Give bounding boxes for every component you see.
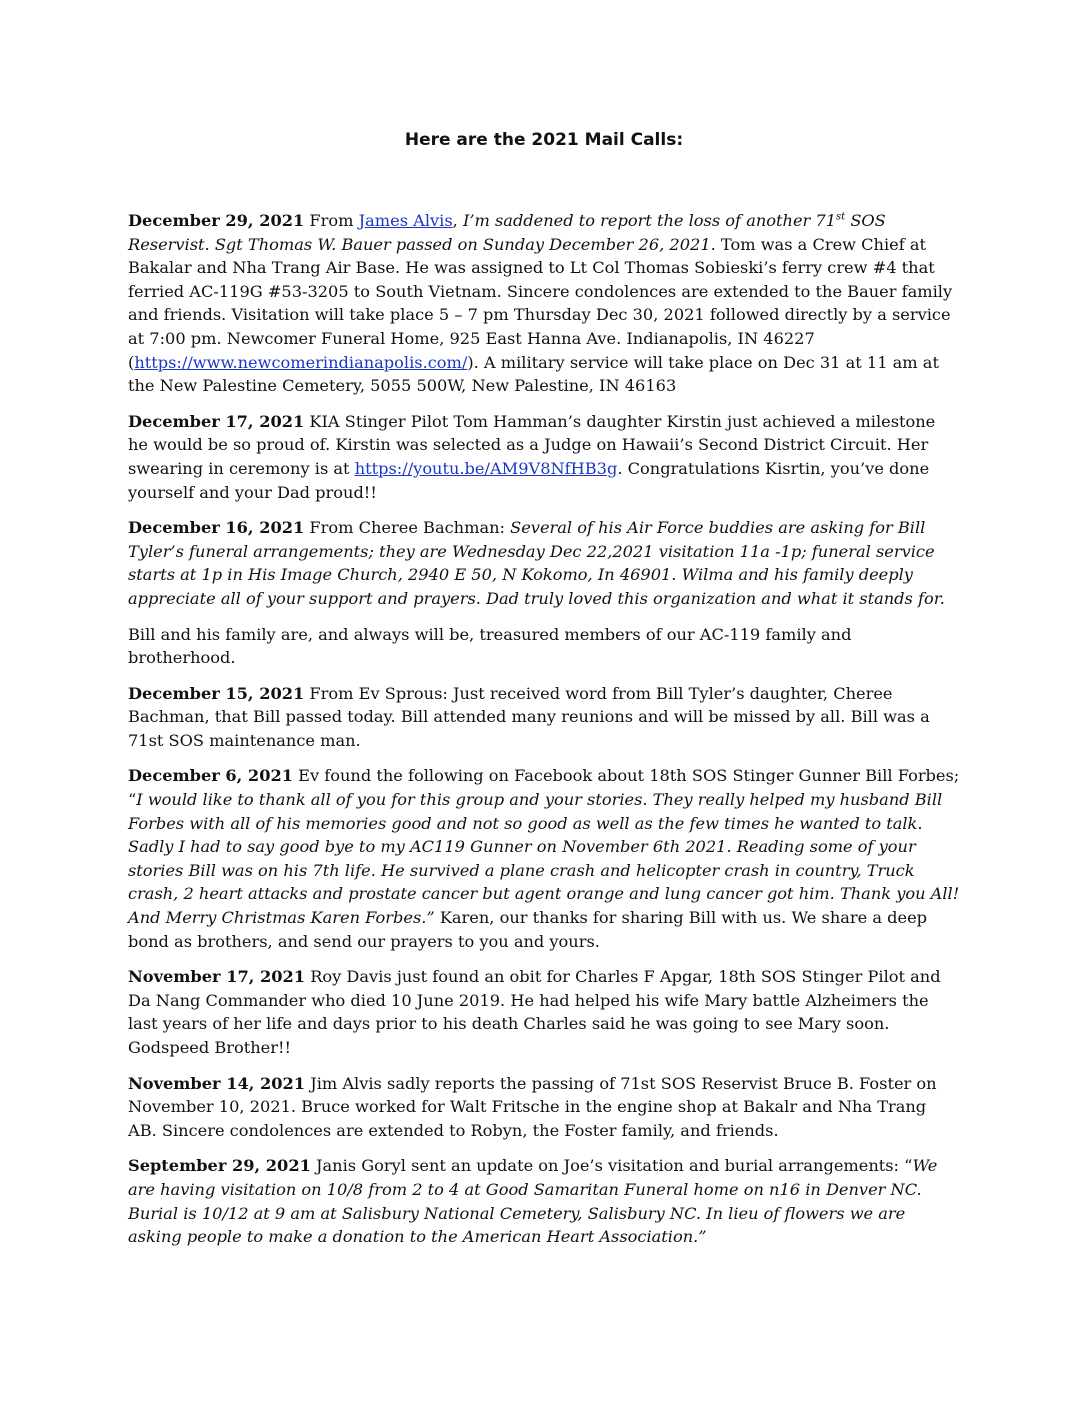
entry-text: Janis Goryl sent an update on Joe’s visitation and burial arrangements: “ (310, 1156, 913, 1176)
entry-text: From (304, 211, 359, 230)
entry-date: December 16, 2021 (128, 518, 305, 538)
entry-date: December 15, 2021 (128, 683, 305, 703)
entry-dec-15 (128, 682, 960, 753)
entry-text: . Congratulations Kisrtin, you’ve done yourself and your Dad proud!! (128, 458, 930, 502)
entry-date: September 29, 2021 (128, 1156, 311, 1176)
entry-text: Tom was a Crew Chief at Bakalar and Nha Trang Air Base. He was assigned to Lt Col Thomas Sobieski’s ferry crew #4 that ferried AC-119G #53-3205 to South Vietnam. Sincere condolences are extended to the Bauer family and friends. Visitation will take place 5 – 7 pm Thursday Dec 30, 2021 followed directly by a service at 7:00 pm. Newcomer Funeral Home, 925 East Hanna Ave. Indianapolis, IN 46227 ( (128, 234, 953, 372)
entry-dec-29 (128, 209, 960, 398)
ordinal-suffix: st (836, 211, 846, 223)
entry-sep-29 (128, 1154, 960, 1248)
entry-nov-17 (128, 965, 960, 1059)
entry-text: Karen, our thanks for sharing Bill with us. We share a deep bond as brothers, and send our prayers to you and yours. (128, 908, 928, 951)
entry-text: Ev found the following on Facebook about 18th SOS Stinger Gunner Bill Forbes; “ (128, 766, 960, 810)
mail-calls-list (128, 209, 960, 1261)
entry-date: November 17, 2021 (128, 967, 306, 987)
entry-text: From Ev Sprous: Just received word from Bill Tyler’s daughter, Cheree Bachman, that Bill passed today. Bill attended many reunions and will be missed by all. Bill was a 71st SOS maintenance man. (128, 683, 930, 750)
entry-text: KIA Stinger Pilot Tom Hamman’s daughter Kirstin just achieved a milestone he would be so proud of. Kirstin was selected as a Judge on Hawaii’s Second District Circuit. Her swearing in ceremony is at (128, 411, 936, 478)
entry-date: December 17, 2021 (128, 411, 305, 431)
entry-text: , (452, 211, 463, 230)
entry-quote: I would like to thank all of you for this group and your stories. They really helped my husband Bill Forbes with all of his memories good and not so good as well as the few times he wanted to talk. Sadly I had to say good bye to my AC119 Gunner on November 6th 2021. Reading some of your stories Bill was on his 7th life. He survived a plane crash and helicopter crash in country, Truck crash, 2 heart attacks and prostate cancer but agent orange and lung cancer got him. Thank you All! And Merry Christmas Karen Forbes.” (128, 790, 960, 928)
entry-date: December 6, 2021 (128, 766, 293, 786)
entry-dec-16 (128, 516, 960, 610)
entry-text: ). A military service will take place on Dec 31 at 11 am at the New Palestine Cemetery, 5055 500W, New Palestine, IN 46163 (128, 352, 939, 396)
newcomer-funeral-link[interactable]: https://www.newcomerindianapolis.com/ (134, 352, 468, 372)
entry-quote: We are having visitation on 10/8 from 2 to 4 at Good Samaritan Funeral home on n16 in Denver NC. Burial is 10/12 at 9 am at Salisbury National Cemetery, Salisbury NC. In lieu of flowers we are asking people to make a donation to the American Heart Association.” (128, 1156, 938, 1247)
entry-nov-14 (128, 1072, 960, 1143)
entry-date: November 14, 2021 (128, 1073, 306, 1093)
entry-note: Bill and his family are, and always will be, treasured members of our AC-119 family and brotherhood. (128, 624, 852, 668)
entry-text: Jim Alvis sadly reports the passing of 71st SOS Reservist Bruce B. Foster on November 10, 2021. Bruce worked for Walt Fritsche in the engine shop at Bakalr and Nha Trang AB. Sincere condolences are extended to Robyn, the Foster family, and friends. (128, 1073, 937, 1140)
entry-quote: I’m saddened to report the loss of another 71 (462, 211, 837, 230)
james-alvis-link[interactable]: James Alvis (358, 211, 453, 230)
entry-dec-6 (128, 764, 960, 953)
entry-dec-17 (128, 410, 960, 504)
page-title: Here are the 2021 Mail Calls: (404, 130, 684, 150)
entry-date: December 29, 2021 (128, 211, 305, 230)
entry-quote: SOS Reservist. Sgt Thomas W. Bauer passed on Sunday December 26, 2021. (128, 211, 886, 254)
entry-text: Roy Davis just found an obit for Charles F Apgar, 18th SOS Stinger Pilot and Da Nang Commander who died 10 June 2019. He had helped his wife Mary battle Alzheimers the last years of her life and days prior to his death Charles said he was going to see Mary soon. Godspeed Brother!! (128, 967, 941, 1057)
youtube-link[interactable]: https://youtu.be/AM9V8NfHB3g (354, 458, 618, 478)
entry-quote: Several of his Air Force buddies are asking for Bill Tyler’s funeral arrangements; they are Wednesday Dec 22,2021 visitation 11a -1p; funeral service starts at 1p in His Image Church, 2940 E 50, N Kokomo, In 46901. Wilma and his family deeply appreciate all of your support and prayers. Dad truly loved this organization and what it stands for. (128, 518, 945, 608)
entry-text: From Cheree Bachman: (304, 518, 511, 538)
